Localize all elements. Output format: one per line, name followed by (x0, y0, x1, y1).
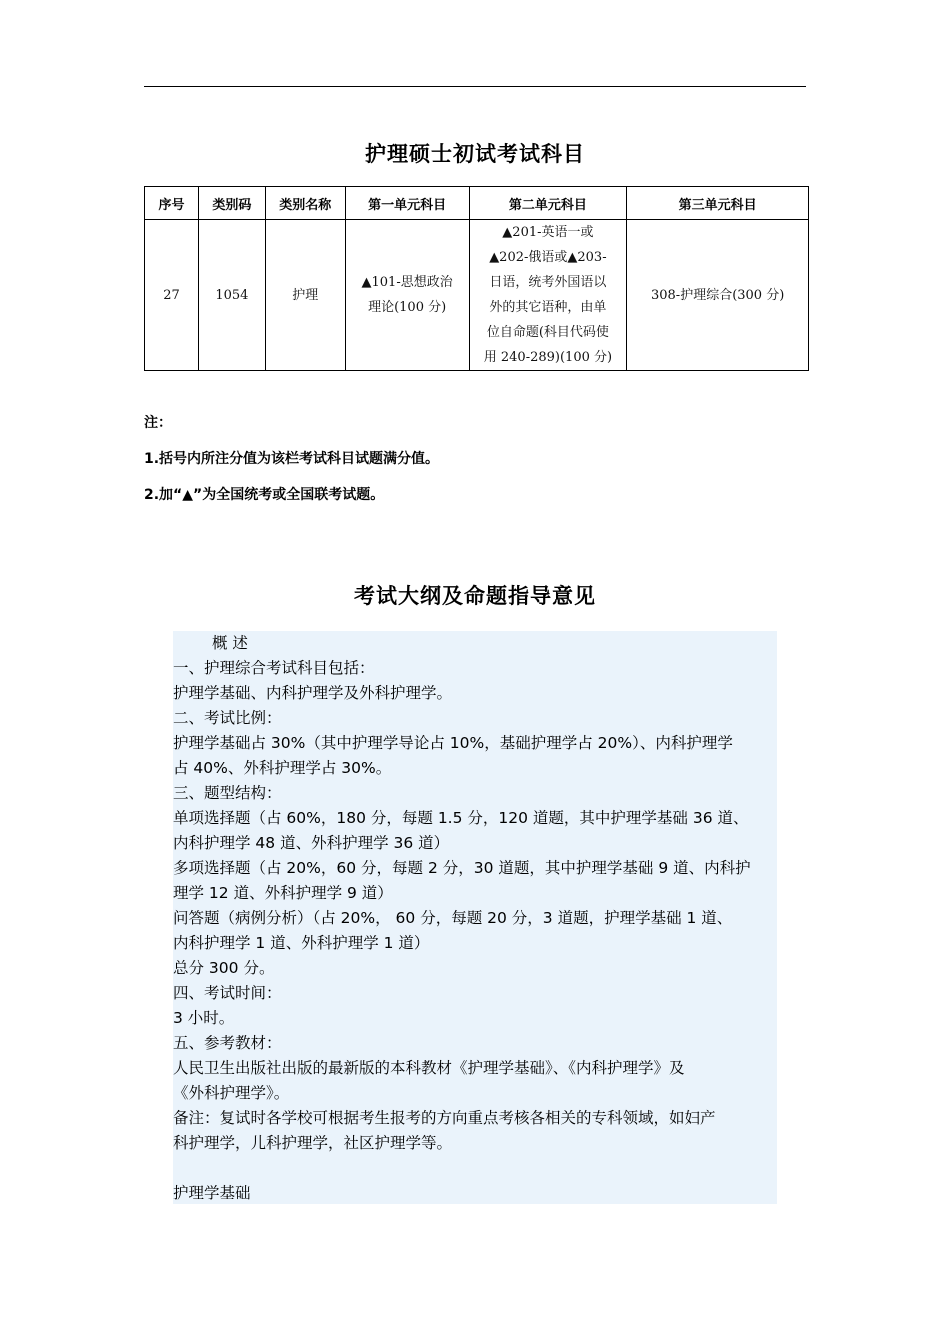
cell-unit3: 308-护理综合(300 分) (627, 220, 809, 371)
unit2-line: 日语，统考外国语以 (489, 275, 607, 290)
outline-overview: 概 述 (212, 634, 248, 652)
outline-line: 五、参考教材： (173, 1034, 282, 1052)
cell-name: 护理 (265, 220, 345, 371)
outline-line: 3 小时。 (173, 1009, 235, 1027)
outline-last-heading: 护理学基础 (173, 1184, 251, 1202)
outline-line: 多项选择题（占 20%，60 分，每题 2 分，30 道题，其中护理学基础 9 道、内科护 (173, 859, 751, 877)
outline-line: 《外科护理学》。 (173, 1084, 290, 1102)
outline-line: 内科护理学 1 道、外科护理学 1 道） (173, 934, 430, 952)
header-code: 类别码 (198, 187, 265, 220)
page-title: 护理硕士初试考试科目 (365, 142, 585, 166)
header-seq: 序号 (145, 187, 199, 220)
outline-line: 护理学基础占 30%（其中护理学导论占 10%，基础护理学占 20%）、内科护理学 (173, 734, 733, 752)
header-unit3: 第三单元科目 (627, 187, 809, 220)
section-title: 考试大纲及命题指导意见 (354, 584, 596, 608)
cell-unit2 (469, 220, 627, 371)
note-item: 2.加“▲”为全国统考或全国联考试题。 (144, 487, 385, 503)
header-unit1: 第一单元科目 (345, 187, 469, 220)
outline-line: 单项选择题（占 60%，180 分，每题 1.5 分，120 道题，其中护理学基础 36 道、 (173, 809, 749, 827)
unit1-line: 理论(100 分) (368, 300, 447, 315)
outline-line: 备注：复试时各学校可根据考生报考的方向重点考核各相关的专科领域，如妇产 (173, 1109, 716, 1127)
cell-seq: 27 (145, 220, 199, 371)
unit1-line: ▲101-思想政治 (361, 275, 453, 290)
outline-line: 四、考试时间： (173, 984, 282, 1002)
outline-line: 理学 12 道、外科护理学 9 道） (173, 884, 393, 902)
unit2-line: 外的其它语种，由单 (489, 300, 607, 315)
outline-line: 总分 300 分。 (173, 959, 275, 977)
unit2-line: ▲201-英语一或 (502, 225, 594, 240)
outline-line: 护理学基础、内科护理学及外科护理学。 (173, 684, 453, 702)
outline-line: 一、护理综合考试科目包括： (173, 659, 375, 677)
outline-line: 二、考试比例： (173, 709, 282, 727)
exam-subjects-table (144, 186, 809, 371)
notes-block (144, 412, 439, 520)
unit2-line: 用 240-289)(100 分) (483, 350, 613, 365)
cell-unit1 (345, 220, 469, 371)
table-header-row (145, 187, 809, 220)
outline-line: 内科护理学 48 道、外科护理学 36 道） (173, 834, 450, 852)
outline-line: 占 40%、外科护理学占 30%。 (173, 759, 392, 777)
header-unit2: 第二单元科目 (469, 187, 627, 220)
header-rule (144, 86, 806, 87)
note-item: 1.括号内所注分值为该栏考试科目试题满分值。 (144, 451, 440, 467)
outline-line: 科护理学，儿科护理学，社区护理学等。 (173, 1134, 453, 1152)
outline-line: 问答题（病例分析）（占 20%， 60 分，每题 20 分，3 道题，护理学基础 1 道、 (173, 909, 733, 927)
outline-line: 三、题型结构： (173, 784, 282, 802)
cell-code: 1054 (198, 220, 265, 371)
table-row (145, 220, 809, 371)
outline-block (173, 631, 777, 1204)
header-name: 类别名称 (265, 187, 345, 220)
notes-heading: 注： (144, 415, 172, 431)
outline-line: 人民卫生出版社出版的最新版的本科教材《护理学基础》、《内科护理学》及 (173, 1059, 685, 1077)
outline-spacer (173, 1156, 777, 1181)
unit2-line: ▲202-俄语或▲203- (489, 250, 607, 265)
unit2-line: 位自命题(科目代码使 (486, 325, 609, 340)
